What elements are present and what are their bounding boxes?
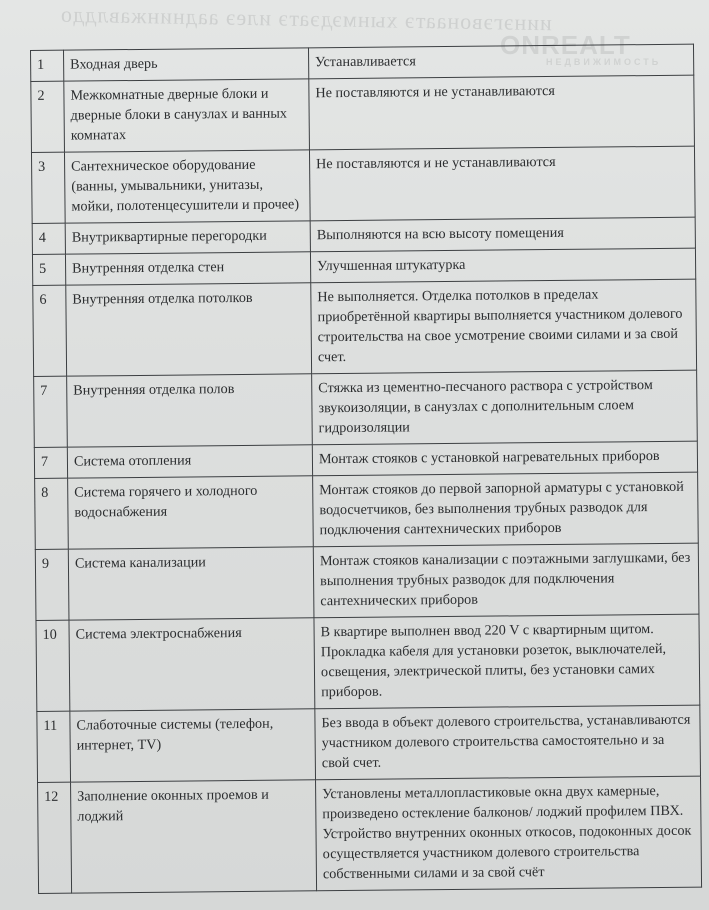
row-item-value: Монтаж стояков канализации с поэтажными заглушками, без выполнения трубных разводок для подключения сантехнических приборов — [313, 543, 699, 618]
row-item-value: В квартире выполнен ввод 220 V с квартирным щитом. Прокладка кабеля для установки розеток, выключателей, освещения, электрической плиты, без установки самих приборов. — [314, 614, 700, 709]
row-item-name: Внутренняя отделка полов — [67, 374, 313, 447]
row-item-name: Слаботочные системы (телефон, интернет, TV) — [70, 709, 316, 782]
row-number: 9 — [35, 549, 69, 620]
table-row — [35, 543, 699, 620]
row-item-value: Не поставляются и не устанавливаются — [309, 146, 695, 221]
row-number: 1 — [31, 50, 64, 81]
specification-table — [30, 44, 702, 894]
row-number: 11 — [37, 711, 71, 782]
watermark-brand: ONREALT — [500, 30, 631, 60]
table-row — [31, 75, 695, 152]
row-item-name: Входная дверь — [64, 48, 309, 81]
row-number: 10 — [36, 620, 70, 711]
table-row — [37, 705, 701, 782]
row-number: 4 — [32, 223, 65, 254]
table-row — [38, 776, 702, 893]
row-item-name: Внутриквартирные перегородки — [65, 221, 310, 254]
row-number: 12 — [38, 782, 72, 893]
row-item-name: Внутренняя отделка потолков — [66, 283, 312, 376]
row-item-value: Устанавливается — [308, 44, 693, 79]
table-body — [31, 44, 702, 893]
row-item-name: Система горячего и холодного водоснабжения — [68, 476, 314, 549]
row-number: 6 — [33, 285, 67, 376]
row-item-value: Без ввода в объект долевого строительства, устанавливаются участником долевого строительства самостоятельно и за свой счет. — [315, 705, 701, 780]
row-number: 5 — [32, 254, 65, 285]
row-number: 8 — [35, 478, 69, 549]
row-item-name: Сантехническое оборудование (ванны, умывальники, унитазы, мойки, полотенцесушители и прочее) — [64, 150, 310, 223]
table-row — [36, 614, 700, 711]
row-item-value: Монтаж стояков до первой запорной арматуры с установкой водосчетчиков, без выполнения трубных разводок для подключения сантехнических приборов — [313, 472, 699, 547]
document-page — [30, 44, 702, 894]
row-item-name: Межкомнатные дверные блоки и дверные блоки в санузлах и ванных комнатах — [64, 79, 310, 152]
table-row — [34, 370, 698, 447]
row-item-value: Монтаж стояков с установкой нагревательных приборов — [312, 441, 697, 476]
bleed-through-text: иинэгэвонаатэ хынмэдэатэ илеэ ааднинжавлддо — [59, 1, 552, 36]
table-row — [31, 146, 695, 223]
row-item-name: Система канализации — [68, 547, 314, 620]
row-number: 7 — [34, 447, 67, 478]
row-item-name: Система электроснабжения — [69, 618, 315, 711]
table-row — [33, 279, 697, 376]
row-item-name: Заполнение оконных проемов и лоджий — [71, 780, 317, 893]
row-number: 3 — [31, 152, 65, 223]
row-item-value: Выполняются на всю высоту помещения — [310, 217, 695, 252]
row-number: 2 — [31, 81, 65, 152]
row-number: 7 — [34, 376, 68, 447]
row-item-value: Не выполняется. Отделка потолков в пределах приобретённой квартиры выполняется участником долевого строительства на свое усмотрение своими силами и за свой счет. — [311, 279, 697, 374]
row-item-name: Система отопления — [67, 445, 312, 478]
row-item-value: Стяжка из цементно-песчаного раствора с устройством звукоизоляции, в санузлах с дополнительным слоем гидроизоляции — [312, 370, 698, 445]
watermark-sub: НЕДВИЖИМОСТЬ — [546, 57, 662, 67]
table-row — [35, 472, 699, 549]
row-item-value: Не поставляются и не устанавливаются — [309, 75, 695, 150]
row-item-value: Улучшенная штукатурка — [310, 248, 695, 283]
row-item-value: Установлены металлопластиковые окна двух камерные, произведено остекление балконов/ лоджий профилем ПВХ. Устройство внутренних оконных откосов, подоконных досок осуществляется участником долевого строительства собственными силами и за свой счёт — [316, 776, 702, 891]
row-item-name: Внутренняя отделка стен — [65, 252, 310, 285]
